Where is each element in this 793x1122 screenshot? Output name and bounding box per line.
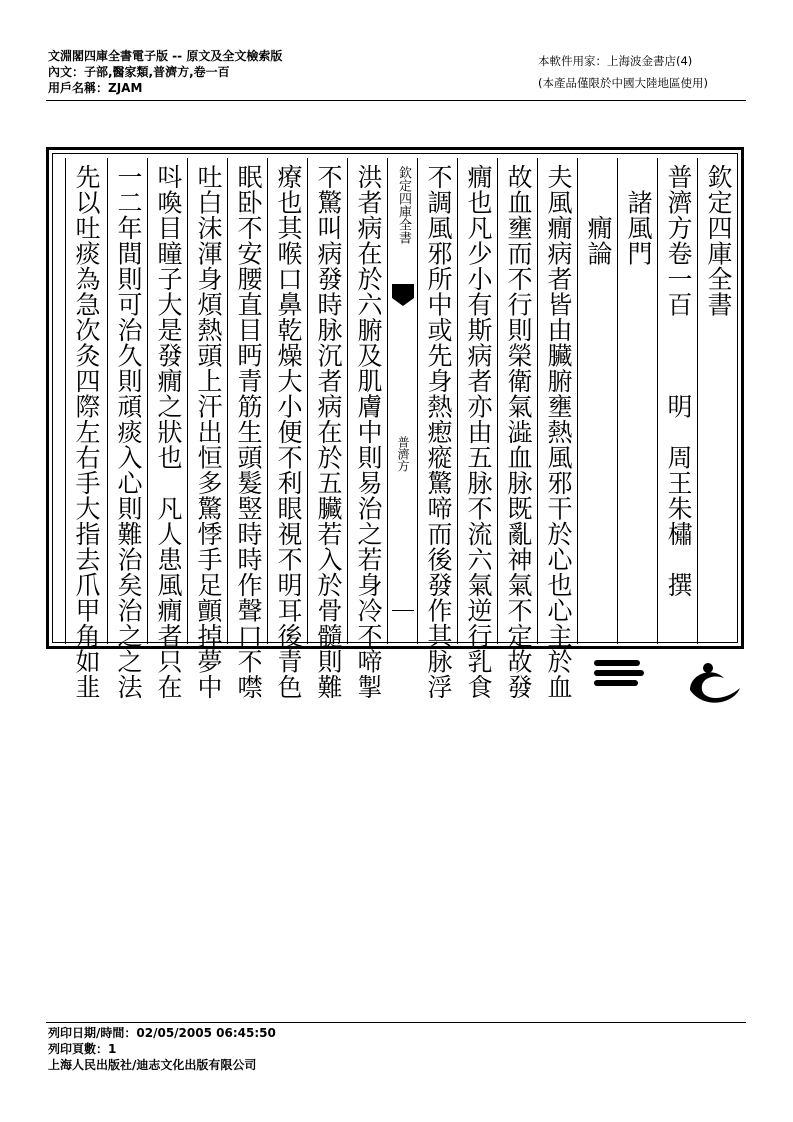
header-content-path: 內文：子部,醫家類,普濟方,卷一百 <box>48 65 230 79</box>
body-text-5: 洪者病在於六腑及肌膚中則易治之若身冷不啼掣 <box>354 164 383 700</box>
fold-bottom-rule <box>392 610 414 611</box>
header-left <box>48 48 282 96</box>
body-text-4: 不調風邪所中或先身熱瘛瘲驚啼而後發作其脉浮 <box>424 164 453 700</box>
footer-rule <box>46 1022 746 1023</box>
body-text-7: 療也其喉口鼻乾燥大小便不利眼視不明耳後青色 <box>274 164 303 700</box>
footer <box>48 1025 276 1073</box>
column-body-2 <box>497 158 537 700</box>
body-text-6: 不驚叫病發時脉沉者病在於五臟若入於骨髓則難 <box>314 164 343 700</box>
column-body-5 <box>347 158 387 700</box>
header-username: 用戶名稱：ZJAM <box>48 81 143 95</box>
body-text-11: 一二年間則可治久則頑痰入心則難治矣治之之法 <box>114 164 143 700</box>
header-rule <box>46 100 746 101</box>
body-text-9: 吐白沫渾身煩熱頭上汗出恒多驚悸手足顫掉夢中 <box>194 164 223 700</box>
header-title: 文淵閣四庫全書電子版 -- 原文及全文檢索版 <box>48 49 283 63</box>
column-body-12 <box>65 158 105 700</box>
body-text-8: 眠卧不安腰直目眄青筋生頭髮竪時時作聲口不噤 <box>234 164 263 700</box>
column-body-8 <box>227 158 267 700</box>
publisher-credit: 上海人民出版社/迪志文化出版有限公司 <box>48 1058 257 1072</box>
column-volume-title <box>657 158 697 644</box>
column-body-7 <box>267 158 307 700</box>
volume-title-text: 普濟方卷一百 明 周王朱橚 撰 <box>664 164 693 598</box>
page-inner-frame <box>52 153 738 700</box>
body-text-2: 故血壅而不行則榮衛氣澁血脉既亂神氣不定故發 <box>504 164 533 700</box>
body-text-12: 先以吐痰為急次灸四際左右手大指去爪甲角如韭 <box>72 164 101 700</box>
column-book-title <box>697 158 737 644</box>
header-right <box>538 50 708 94</box>
body-text-3: 癇也凡少小有斯病者亦由五脉不流六氣逆行乳食 <box>464 164 493 700</box>
header-region-note: (本產品僅限於中國大陸地區使用) <box>538 76 708 90</box>
subsection-title-text: 癇論 <box>584 164 613 266</box>
column-body-10 <box>147 158 187 700</box>
page-frame <box>46 147 744 700</box>
publisher-logo-mark <box>684 660 744 706</box>
header-licensee: 本軟件用家：上海波金書店(4) <box>538 54 693 68</box>
column-section-title <box>617 158 657 644</box>
fishtail-mark <box>392 284 414 298</box>
publisher-seal-lines <box>594 660 644 696</box>
fold-book-title: 欽定四庫全書 <box>396 166 411 244</box>
center-fold <box>387 158 417 644</box>
column-body-3 <box>457 158 497 700</box>
body-text-10: 呌喚目瞳子大是發癇之狀也 凡人患風癇者只在 <box>154 164 183 700</box>
column-body-4 <box>417 158 457 700</box>
section-title-text: 諸風門 <box>624 164 653 266</box>
column-body-1 <box>537 158 577 700</box>
body-text-1: 夫風癇病者皆由臟腑壅熱風邪干於心也心主於血 <box>544 164 573 700</box>
print-page-count: 列印頁數：1 <box>48 1042 117 1056</box>
print-datetime: 列印日期/時間：02/05/2005 06:45:50 <box>48 1026 276 1040</box>
column-body-11 <box>107 158 147 700</box>
fold-work-title: 普濟方 <box>396 436 410 472</box>
column-body-9 <box>187 158 227 700</box>
column-body-6 <box>307 158 347 700</box>
column-subsection-title <box>577 158 617 644</box>
book-title-text: 欽定四庫全書 <box>704 164 733 317</box>
